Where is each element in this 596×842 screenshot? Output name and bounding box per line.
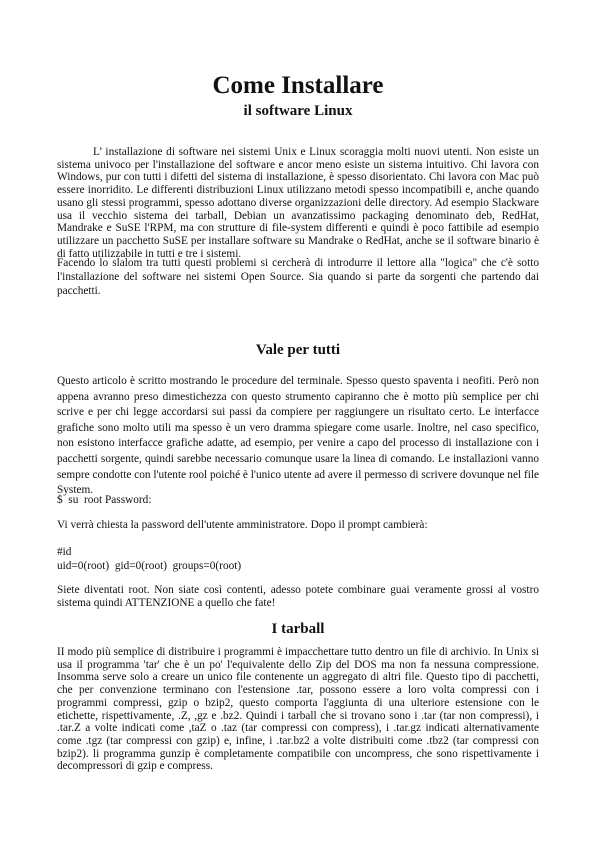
section1-paragraph-2: Vi verrà chiesta la password dell'utente amministratore. Dopo il prompt cambierà: [57, 519, 428, 531]
section2-paragraph-1: II modo più semplice di distribuire i programmi è impacchettare tutto dentro un file di archivio. In Unix si usa il programma 'tar' che è un po' l'equivalente dello Zip del DOS ma non fa nessuna compressione. Insomma serve solo a creare un unico file contenente un aggregato di altri file. Questo tipo di pacchetti, che per convenzione terminano con l'estensione .tar, possono essere a loro volta compressi con i programmi compressi, gzip o bzip2, questo comporta l'aggiunta di una ulteriore estensione con le etichette, rispettivamente, .Z, ,gz e .bz2. Quindi i tarball che si trovano sono i .tar (tar non compressi), i .tar.Z a volte indicati come ,taZ o .taz (tar compressi con compress), i .tar.gz indicati alternativamente come .tgz (tar compressi con gzip) e, infine, i .tar.bz2 a volte distribuiti come .tbz2 (tar compressi con bzip2). li programma gunzip è completamente compatibile con uncompress, che sono rispettivamente i decompressori di gzip e compress. [57, 646, 539, 773]
section-heading-tarball: I tarball [271, 621, 325, 637]
section1-paragraph-1: Questo articolo è scritto mostrando le procedure del terminale. Spesso questo spaventa i neofiti. Però non appena avranno preso dimestichezza con questo strumento capiranno che è motto più semplice per chi scrive e per chi legge accordarsi sui passi da compiere per raggiungere un risultato certo. Le interfacce grafiche sono molto utili ma spesso è un vero dramma spiegare come usarle. Inoltre, nel caso specifico, non esistono interfacce grafiche adatte, ad esempio, per venire a capo del processo di installazione con i pacchetti sorgente, quindi sarebbe necessario comunque usare la linea di comando. Le installazioni vanno sempre condotte con l'utente rool poiché è l'unico utente ad avere il permesso di scrivere dovunque nel file System. [57, 375, 539, 497]
section-heading-vale-per-tutti: Vale per tutti [255, 342, 341, 358]
document-title: Come Installare [212, 72, 384, 99]
intro-paragraph-2: Facendo lo slalom tra tutti questi problemi si cercherà di introdurre il lettore alla "logica" che c'è sotto l'installazione del software nei sistemi Open Source. Sia quando si parte da sorgenti che partendo dai pacchetti. [57, 257, 539, 297]
command-output-line-1: #id [57, 546, 72, 558]
command-line: $ su root Password: [57, 494, 152, 506]
intro-paragraph-1: L’ installazione di software nei sistemi Unix e Linux scoraggia molti nuovi utenti. Non esiste un sistema univoco per l'installazione del software e ancor meno esiste un sistema intuitivo. Chi lavora con Windows, pur con tutti i difetti del sistema di installazione, è spesso disorientato. Chi lavora con Mac può essere inorridito. Le differenti distribuzioni Linux utilizzano metodi spesso incompatibili e, anche quando usano gli stessi programmi, spesso adottano diverse organizzazioni delle directory. Ad esempio Slackware usa il vecchio sistema dei tarball, Debian un avanzatissimo packaging denominato deb, RedHat, Mandrake e SuSE l'RPM, ma con strutture di file-system differenti e quindi è poco fattibile ad esempio utilizzare un pacchetto SuSE per installare software su Mandrake o RedHat, anche se il software binario è di fatto utilizzabile in tutti e tre i sistemi. [57, 146, 539, 260]
section1-paragraph-3: Siete diventati root. Non siate così contenti, adesso potete combinare guai veramente grossi al vostro sistema quindi ATTENZIONE a quello che fate! [57, 584, 539, 609]
document-subtitle: il software Linux [243, 103, 353, 119]
command-output-line-2: uid=0(root) gid=0(root) groups=0(root) [57, 560, 242, 572]
